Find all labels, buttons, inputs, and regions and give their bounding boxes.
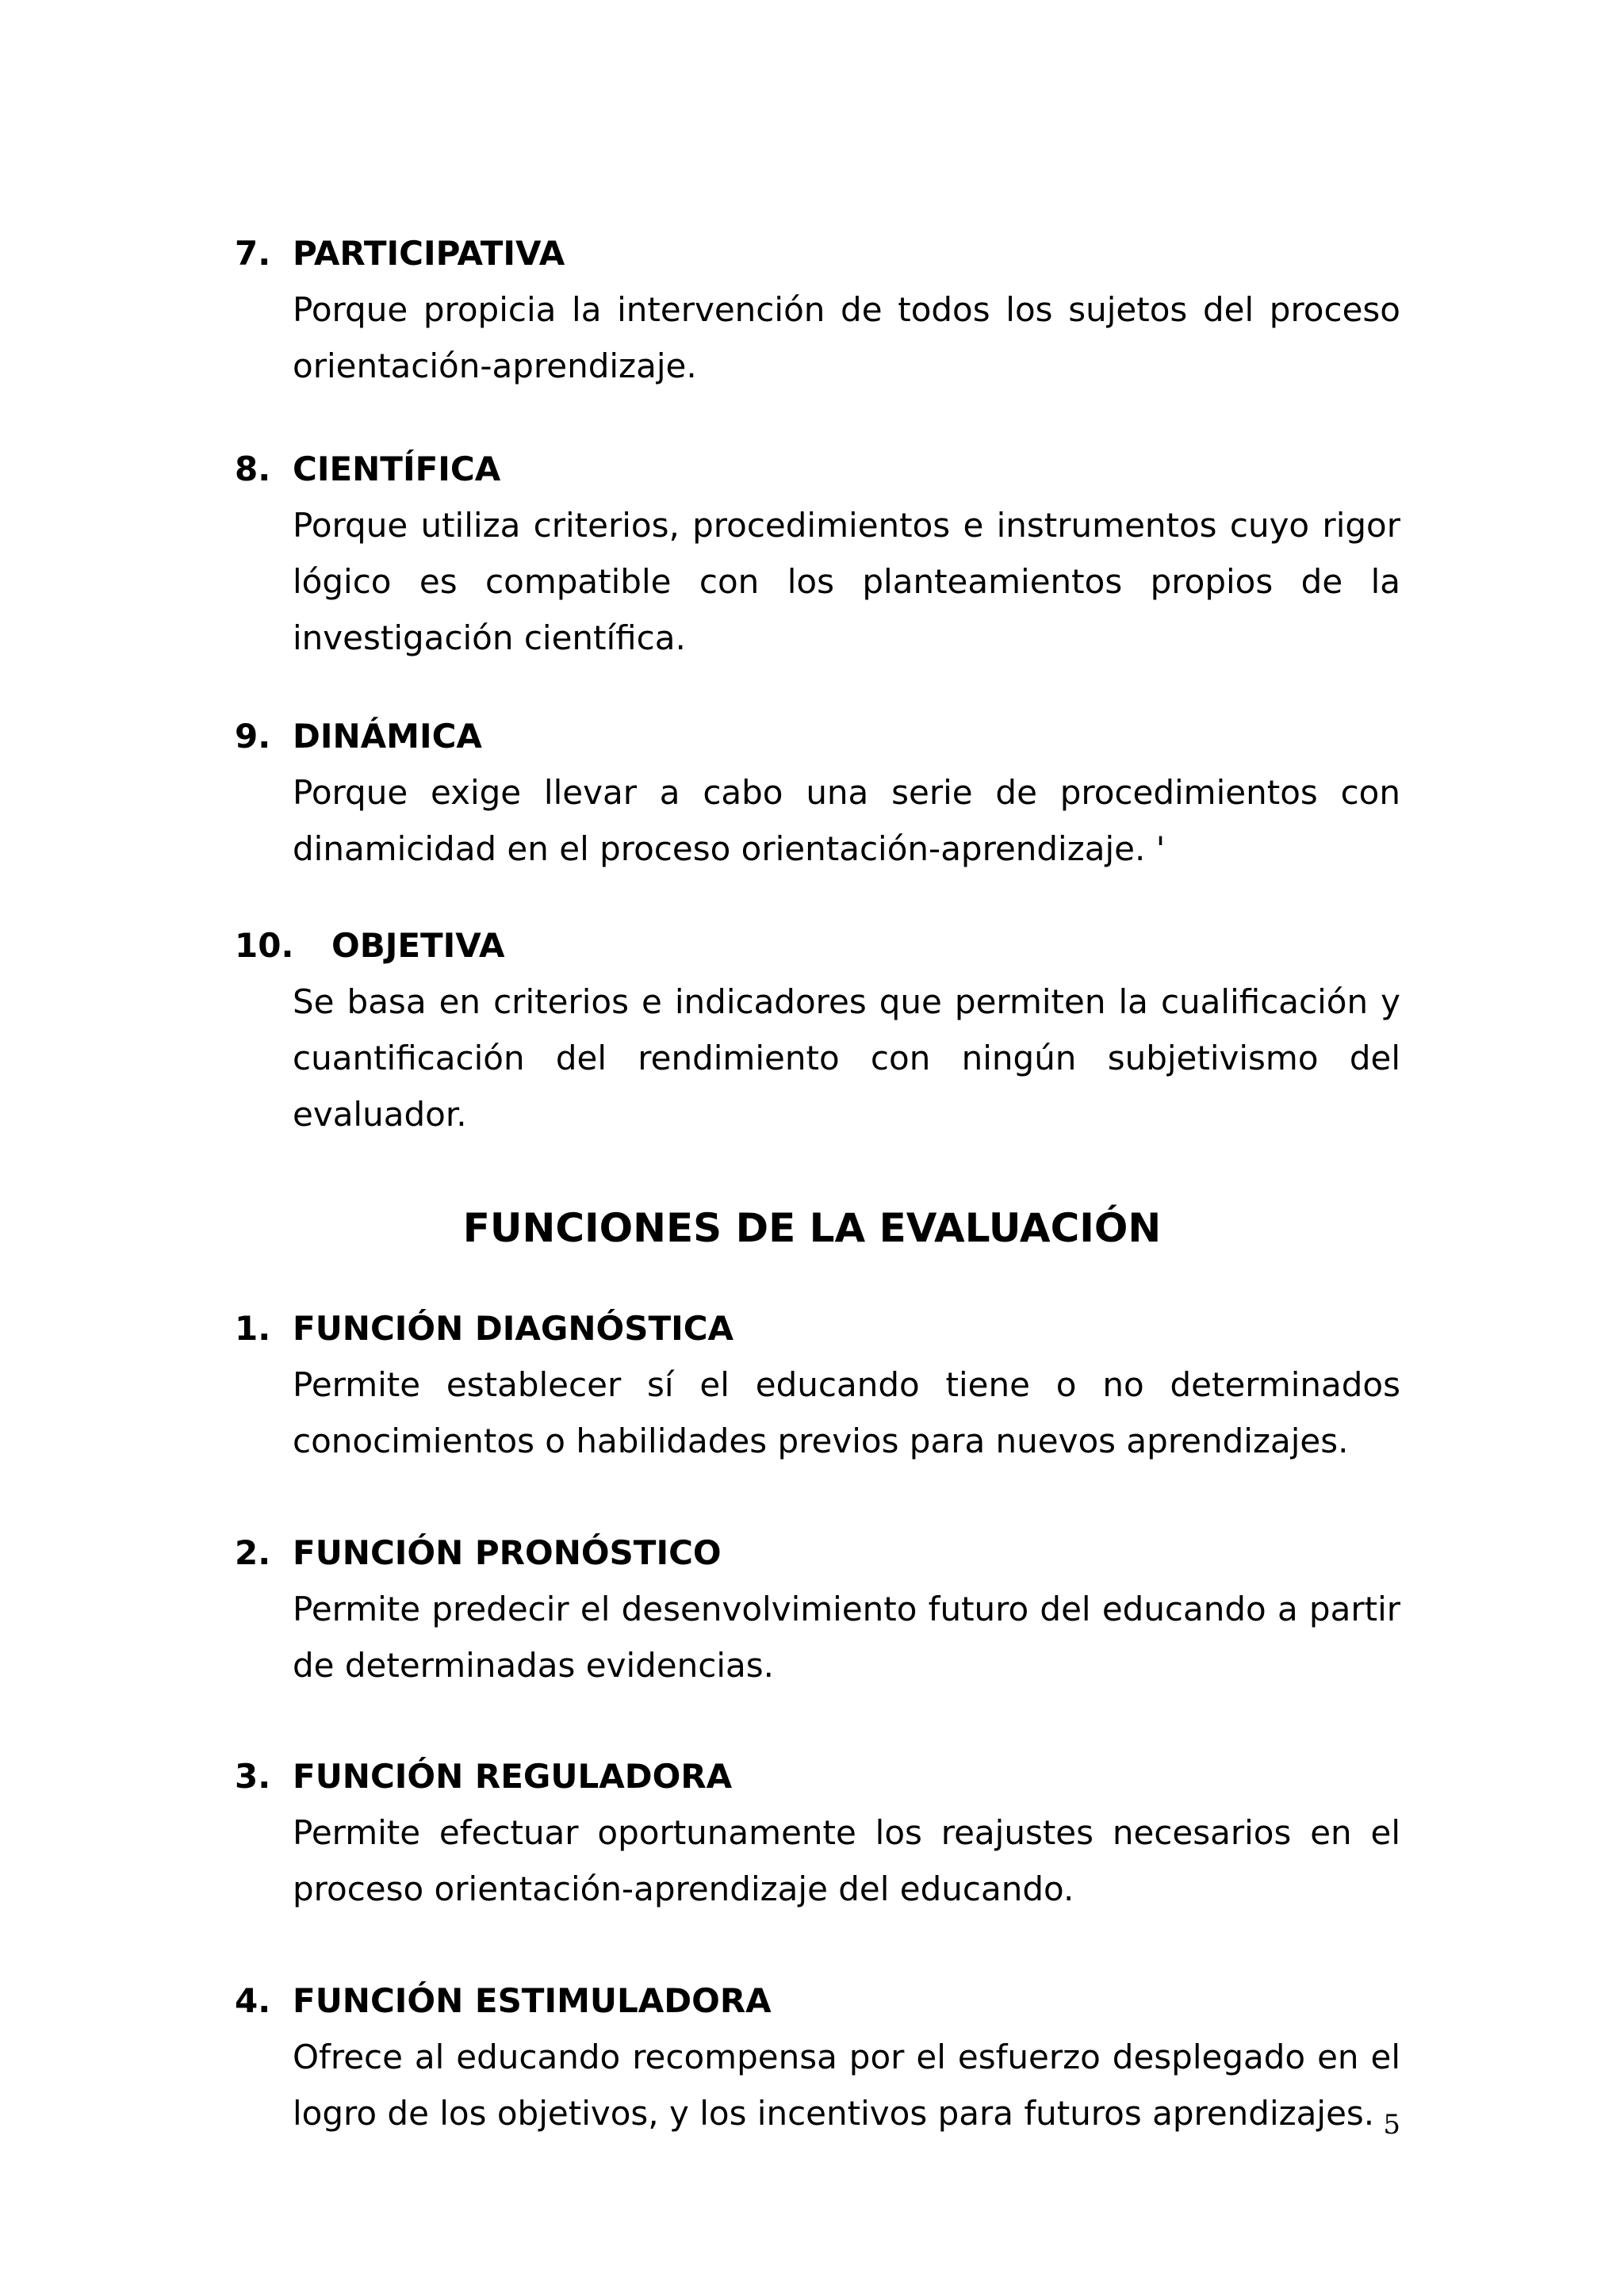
page-number: 5	[1383, 2109, 1400, 2141]
criterion-heading	[235, 225, 565, 281]
criterion-title: DINÁMICA	[293, 717, 482, 756]
function-number: 1.	[235, 1309, 271, 1348]
criterion-title: OBJETIVA	[331, 926, 505, 965]
function-number: 3.	[235, 1757, 271, 1796]
function-heading	[235, 1973, 772, 2029]
criterion-number: 7.	[235, 234, 271, 273]
function-description: Permite efectuar oportunamente los reajustes necesarios en el proceso orientación-aprendizaje del educando.	[293, 1813, 1400, 1908]
criterion-number: 8.	[235, 450, 271, 488]
function-title: FUNCIÓN DIAGNÓSTICA	[293, 1309, 734, 1348]
criterion-description: Porque utiliza criterios, procedimientos e instrumentos cuyo rigor lógico es compatible con los planteamientos propios de la investigación científica.	[293, 506, 1400, 657]
criterion-number: 10.	[235, 926, 294, 965]
section-title: FUNCIONES DE LA EVALUACIÓN	[462, 1205, 1162, 1251]
function-title: FUNCIÓN PRONÓSTICO	[293, 1533, 722, 1572]
function-heading	[235, 1300, 733, 1357]
function-title: FUNCIÓN ESTIMULADORA	[293, 1981, 772, 2020]
criterion-description: Porque propicia la intervención de todos los sujetos del proceso orientación-aprendizaje.	[293, 290, 1400, 385]
criterion-heading	[235, 917, 504, 974]
criterion-heading	[235, 708, 482, 764]
function-description: Permite predecir el desenvolvimiento futuro del educando a partir de determinadas evidencias.	[293, 1590, 1400, 1685]
criterion-description: Porque exige llevar a cabo una serie de procedimientos con dinamicidad en el proceso orientación-aprendizaje. '	[293, 773, 1400, 868]
criterion-heading	[235, 441, 500, 497]
criterion-title: PARTICIPATIVA	[293, 234, 565, 273]
function-description: Ofrece al educando recompensa por el esfuerzo desplegado en el logro de los objetivos, y los incentivos para futuros aprendizajes.	[293, 2038, 1400, 2133]
function-heading	[235, 1748, 732, 1804]
function-number: 2.	[235, 1533, 271, 1572]
criterion-description: Se basa en criterios e indicadores que permiten la cualificación y cuantificación del rendimiento con ningún subjetivismo del evaluador.	[293, 982, 1400, 1134]
function-number: 4.	[235, 1981, 271, 2020]
function-title: FUNCIÓN REGULADORA	[293, 1757, 733, 1796]
function-description: Permite establecer sí el educando tiene o no determinados conocimientos o habilidades previos para nuevos aprendizajes.	[293, 1365, 1400, 1460]
function-heading	[235, 1525, 722, 1581]
criterion-title: CIENTÍFICA	[293, 450, 501, 488]
criterion-number: 9.	[235, 717, 271, 756]
